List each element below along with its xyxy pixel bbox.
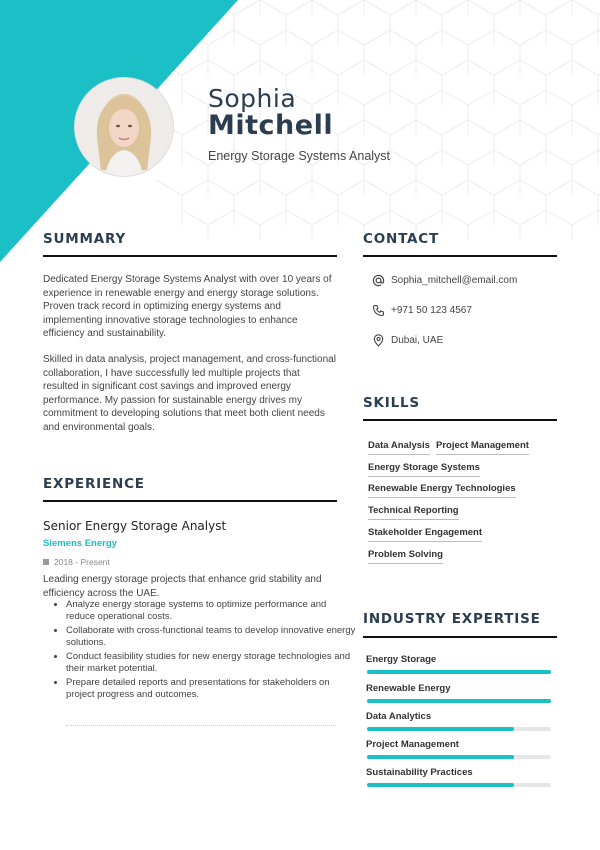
expertise-label: Data Analytics <box>366 711 432 722</box>
skill-tag: Energy Storage Systems <box>368 462 480 477</box>
last-name: Mitchell <box>208 110 334 141</box>
profile-photo <box>75 78 173 176</box>
summary-paragraph-2: Skilled in data analysis, project management, and cross-functional collaboration, I have successfully led multiple projects that resulted in significant cost savings and improved energy performance. My passion for sustainable energy drives my commitment to developing solutions that meet both client needs and environmental goals. <box>43 354 336 433</box>
expertise-bar-fill <box>367 727 514 731</box>
experience-job-title: Senior Energy Storage Analyst <box>43 519 227 533</box>
expertise-bar <box>367 755 551 759</box>
experience-heading: EXPERIENCE <box>43 476 145 492</box>
expertise-bar-fill <box>367 699 551 703</box>
expertise-bar <box>367 727 551 731</box>
expertise-bar <box>367 699 551 703</box>
contact-rule <box>363 255 557 257</box>
skill-tag: Project Management <box>436 440 529 455</box>
experience-bullets <box>52 599 356 703</box>
skill-tag: Stakeholder Engagement <box>368 527 482 542</box>
skill-tag: Problem Solving <box>368 549 443 564</box>
expertise-bar <box>367 783 551 787</box>
industry-expertise-heading: INDUSTRY EXPERTISE <box>363 611 541 627</box>
calendar-icon <box>43 559 49 565</box>
expertise-bar-fill <box>367 783 514 787</box>
list-item: • Conduct feasibility studies for new energy storage technologies and their market potential. <box>66 651 356 674</box>
contact-heading: CONTACT <box>363 231 440 247</box>
experience-dates: 2018 - Present <box>43 557 110 567</box>
summary-rule <box>43 255 337 257</box>
experience-company: Siemens Energy <box>43 538 117 549</box>
job-title: Energy Storage Systems Analyst <box>208 149 391 163</box>
location-pin-icon <box>372 334 385 347</box>
summary-paragraph-1: Dedicated Energy Storage Systems Analyst with over 10 years of experience in renewable energy and energy storage solutions. Proven track record in optimizing energy systems and implementing innovative storage technologies to enhance efficiency and sustainability. <box>43 274 332 339</box>
skill-tag: Data Analysis <box>368 440 430 455</box>
list-item: • Analyze energy storage systems to optimize performance and reduce operational costs. <box>66 599 356 622</box>
skills-rule <box>363 419 557 421</box>
skill-tag: Renewable Energy Technologies <box>368 483 516 498</box>
list-item: • Collaborate with cross-functional teams to develop innovative energy solutions. <box>66 625 356 648</box>
list-item: • Prepare detailed reports and presentations for stakeholders on project progress and outcomes. <box>66 677 356 700</box>
at-icon <box>372 274 385 287</box>
expertise-bar-fill <box>367 755 514 759</box>
first-name: Sophia <box>208 84 297 113</box>
skills-heading: SKILLS <box>363 395 420 411</box>
expertise-label: Sustainability Practices <box>366 767 473 778</box>
expertise-bar-fill <box>367 670 551 674</box>
expertise-label: Energy Storage <box>366 654 437 665</box>
expertise-bar <box>367 670 551 674</box>
expertise-label: Renewable Energy <box>366 683 451 694</box>
divider <box>66 725 336 726</box>
skill-tag: Technical Reporting <box>368 505 459 520</box>
phone-icon <box>372 304 385 317</box>
expertise-label: Project Management <box>366 739 459 750</box>
industry-expertise-rule <box>363 636 557 638</box>
summary-heading: SUMMARY <box>43 231 127 247</box>
experience-description: Leading energy storage projects that enhance grid stability and efficiency across the UAE. <box>43 574 322 599</box>
experience-rule <box>43 500 337 502</box>
